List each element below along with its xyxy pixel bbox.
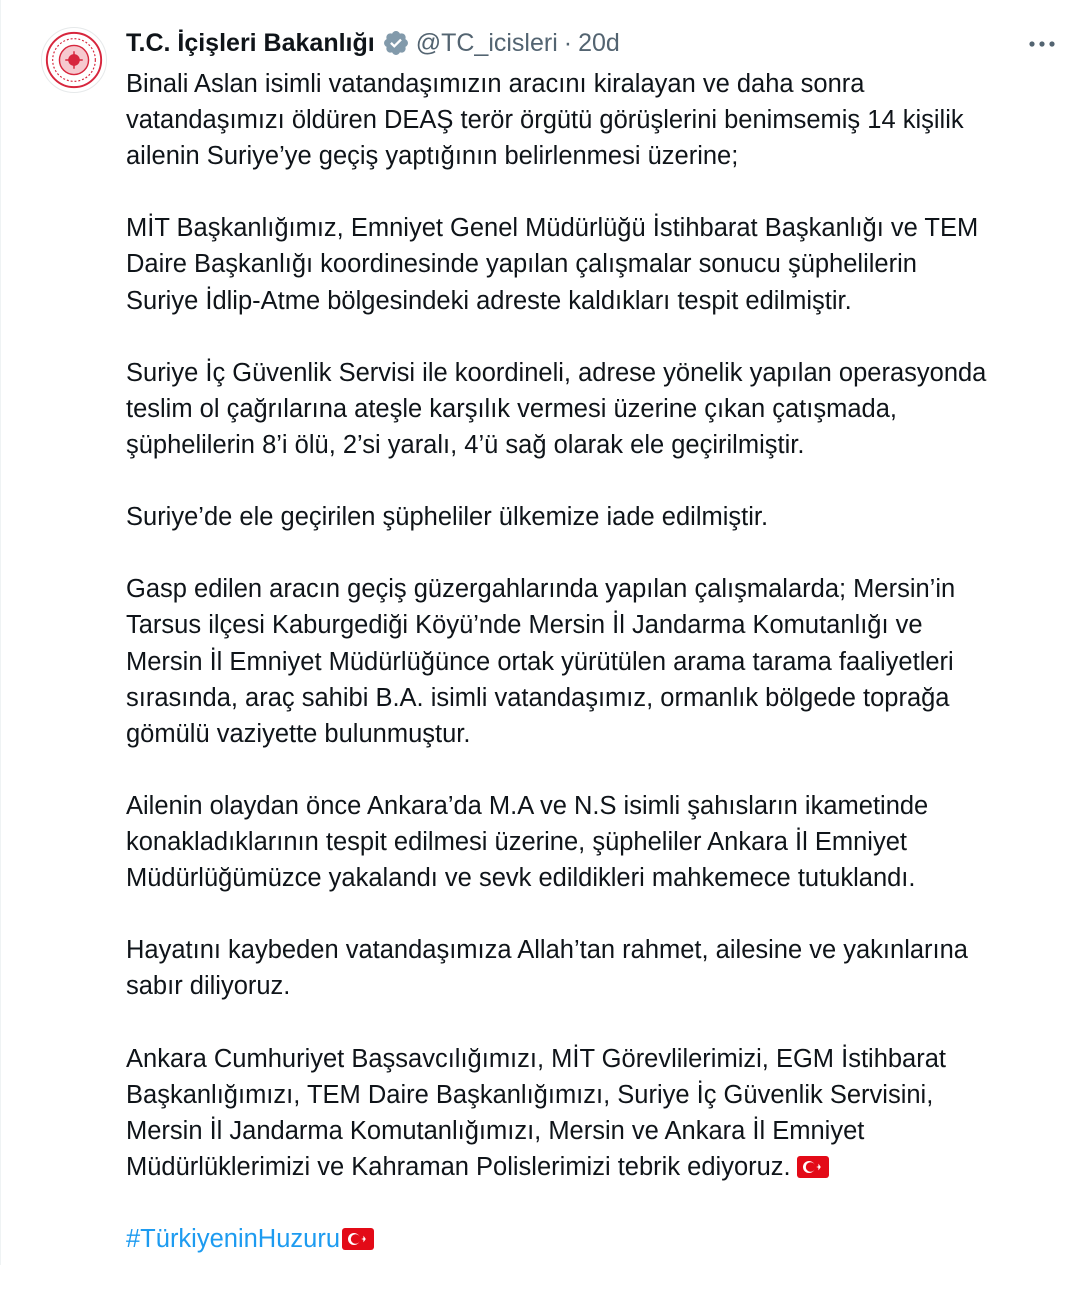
text-line: gömülü vaziyette bulunmuştur. [126,719,471,748]
text-line: Daire Başkanlığı koordinesinde yapılan çalışmalar sonucu şüphelilerin [126,250,917,279]
paragraph-8 [126,1041,1071,1185]
text-line: Hayatını kaybeden vatandaşımıza Allah’tan rahmet, ailesine ve yakınlarına [126,936,968,965]
text-line: Gasp edilen aracın geçiş güzergahlarında yapılan çalışmalarda; Mersin’in [126,575,956,604]
text-line: sabır diliyoruz. [126,972,291,1001]
text-line: teslim ol çağrılarına ateşle karşılık vermesi üzerine çıkan çatışmada, [126,394,897,423]
text-line: Mersin İl Emniyet Müdürlüğünce ortak yürütülen arama tarama faaliyetleri [126,647,954,676]
text-line: ailenin Suriye’ye geçiş yaptığının belirlenmesi üzerine; [126,142,739,171]
paragraph-6 [126,788,1071,896]
paragraph-1 [126,66,1071,174]
paragraph-2 [126,210,1071,318]
more-horizontal-icon[interactable] [1026,30,1058,58]
text-line: şüphelilerin 8’i ölü, 2’si yaralı, 4’ü sağ olarak ele geçirilmiştir. [126,430,805,459]
author-handle[interactable]: @TC_icisleri [415,28,558,57]
text-line [126,1221,1071,1257]
verified-gov-badge-icon[interactable] [382,29,410,57]
text-line: Ankara Cumhuriyet Başsavcılığımızı, MİT Görevlilerimizi, EGM İstihbarat [126,1044,946,1073]
tweet-timestamp[interactable]: 20d [578,28,620,57]
text-line [126,1149,1071,1185]
hashtag-paragraph [126,1221,1071,1257]
text-line: Başkanlığımızı, TEM Daire Başkanlığımızı, Suriye İç Güvenlik Servisini, [126,1080,934,1109]
text-line: Müdürlüğümüzce yakalandı ve sevk edildikleri mahkemece tutuklandı. [126,864,916,893]
paragraph-7 [126,932,1071,1004]
turkey-flag-icon [342,1228,374,1250]
tweet-header [126,26,620,60]
text-line: Suriye İç Güvenlik Servisi ile koordineli, adrese yönelik yapılan operasyonda [126,358,987,387]
paragraph-4 [126,499,1071,535]
author-name[interactable]: T.C. İçişleri Bakanlığı [126,28,375,57]
text-line: Suriye’de ele geçirilen şüpheliler ülkemize iade edilmiştir. [126,503,769,532]
tweet-text [126,66,1071,1293]
turkey-flag-icon [797,1156,829,1178]
text-line: Mersin İl Jandarma Komutanlığımızı, Mersin ve Ankara İl Emniyet [126,1116,865,1145]
ministry-seal-logo [42,28,106,92]
hashtag-link[interactable]: #TürkiyeninHuzuru [126,1225,341,1253]
separator-dot: · [563,28,573,57]
text-line: sırasında, araç sahibi B.A. isimli vatandaşımız, ormanlık bölgede toprağa [126,683,950,712]
text-line: konakladıklarının tespit edilmesi üzerine, şüpheliler Ankara İl Emniyet [126,827,907,856]
paragraph-3 [126,355,1071,463]
text-line: MİT Başkanlığımız, Emniyet Genel Müdürlüğü İstihbarat Başkanlığı ve TEM [126,214,979,243]
text-line: Tarsus ilçesi Kaburgediği Köyü’nde Mersin İl Jandarma Komutanlığı ve [126,611,923,640]
paragraph-5 [126,571,1071,751]
text-line: Suriye İdlip-Atme bölgesindeki adreste kaldıkları tespit edilmiştir. [126,286,852,315]
text-line: Binali Aslan isimli vatandaşımızın aracını kiralayan ve daha sonra [126,70,865,98]
text-line: Ailenin olaydan önce Ankara’da M.A ve N.S isimli şahısların ikametinde [126,791,929,820]
author-avatar[interactable] [41,27,107,93]
text-line-content: Müdürlüklerimizi ve Kahraman Polislerimizi tebrik ediyoruz. [126,1152,791,1181]
text-line: vatandaşımızı öldüren DEAŞ terör örgütü görüşlerini benimsemiş 14 kişilik [126,106,964,135]
